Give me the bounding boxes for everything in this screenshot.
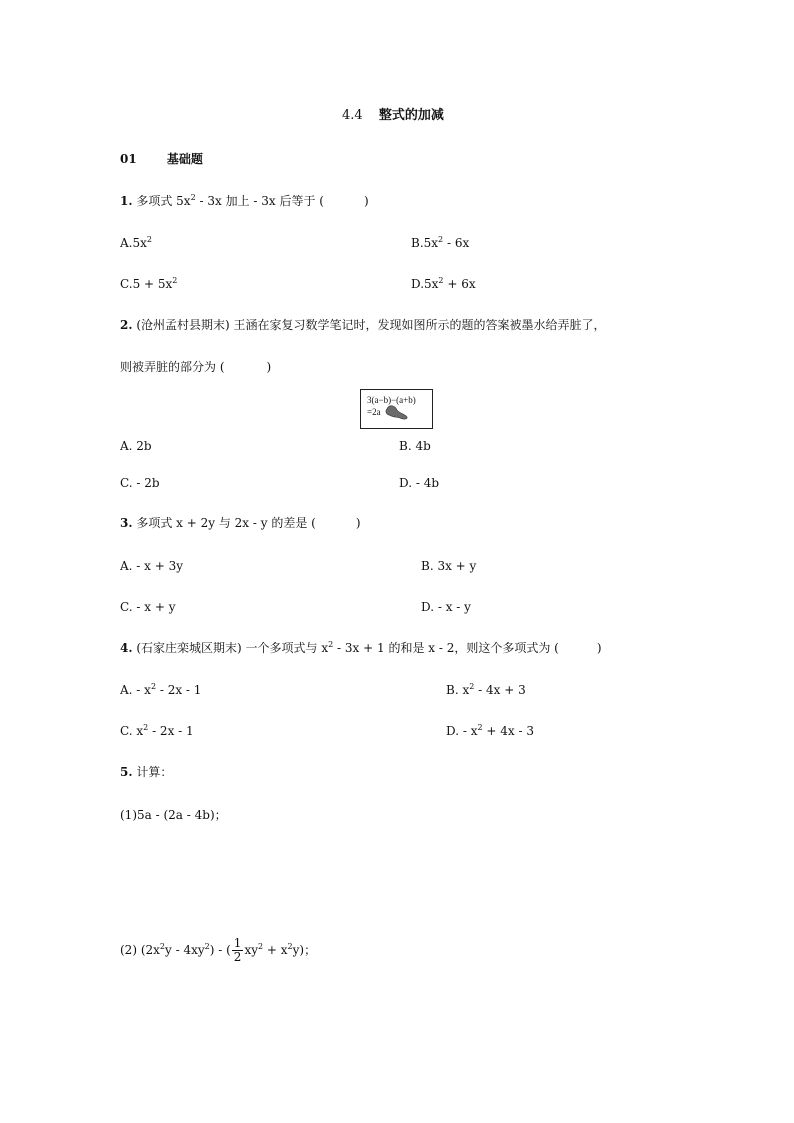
question-3-option-a[interactable]: A. - x + 3y	[120, 559, 184, 573]
question-2-option-d[interactable]: D. - 4b	[399, 476, 440, 490]
question-2-option-c[interactable]: C. - 2b	[120, 476, 160, 490]
question-4-option-a[interactable]: A. - $x^2 - 2x - 1$	[120, 682, 202, 697]
section-name: 基础题	[166, 152, 203, 166]
question-2-stem-line2: 则被弄脏的部分为 ( )	[120, 360, 272, 374]
question-4-stem: 4. (石家庄栾城区期末) 一个多项式与 $x^2 - 3x + 1$ 的和是 x - 2，则这个多项式为 ( )	[120, 640, 602, 655]
ink-blot-icon	[385, 403, 409, 421]
question-5-part-2: (2) $(2x^2y - 4xy^2)$ - ( $\frac{1}{2}$ $xy^2 + x^2y$)；	[120, 936, 317, 964]
question-3-option-c[interactable]: C. - x + y	[120, 600, 176, 614]
question-3-option-d[interactable]: D. - x - y	[421, 600, 471, 614]
question-number: 3.	[120, 516, 133, 530]
question-number: 1.	[120, 194, 133, 208]
ink-stained-figure	[360, 389, 433, 429]
question-5-part-1: (1)5a - (2a - 4b)；	[120, 808, 227, 822]
figure-equation-line2: =2a	[367, 407, 381, 417]
question-1-option-d[interactable]: $D.5x^2 + 6x$	[411, 276, 476, 291]
title-text: 整式的加减	[378, 108, 444, 123]
question-2-option-a[interactable]: A. 2b	[120, 439, 152, 453]
question-4-option-d[interactable]: D. - $x^2 + 4x - 3$	[446, 723, 534, 738]
title-number: 4.4	[342, 108, 363, 123]
question-1-option-a[interactable]: $A.5x^2$	[120, 235, 152, 250]
question-3-stem: 3. 多项式 x + 2y 与 2x - y 的差是 ( )	[120, 516, 361, 530]
fraction-one-half: $\frac{1}{2}$	[233, 936, 242, 964]
question-1-option-b[interactable]: $B.5x^2 - 6x$	[411, 235, 470, 250]
section-header	[120, 151, 203, 167]
question-3-option-b[interactable]: B. 3x + y	[421, 559, 477, 573]
question-number: 5.	[120, 765, 133, 779]
question-5-stem: 5. 计算：	[120, 765, 173, 779]
question-1-stem: 1. 多项式 $5x^2 - 3x$ 加上 - 3x 后等于 ( )	[120, 193, 369, 208]
question-number: 4.	[120, 641, 133, 655]
question-4-option-b[interactable]: B. $x^2 - 4x + 3$	[446, 682, 526, 697]
figure-equation-line1: 3(a−b)−(a+b)	[367, 395, 416, 405]
section-number: 01	[120, 152, 137, 166]
question-2-option-b[interactable]: B. 4b	[399, 439, 431, 453]
question-number: 2.	[120, 318, 133, 332]
page-title	[342, 108, 444, 124]
question-2-stem-line1: 2. (沧州孟村县期末) 王涵在家复习数学笔记时，发现如图所示的题的答案被墨水给弄脏了，	[120, 318, 606, 332]
question-1-option-c[interactable]: $C.5 + 5x^2$	[120, 276, 178, 291]
question-4-option-c[interactable]: C. $x^2 - 2x - 1$	[120, 723, 194, 738]
